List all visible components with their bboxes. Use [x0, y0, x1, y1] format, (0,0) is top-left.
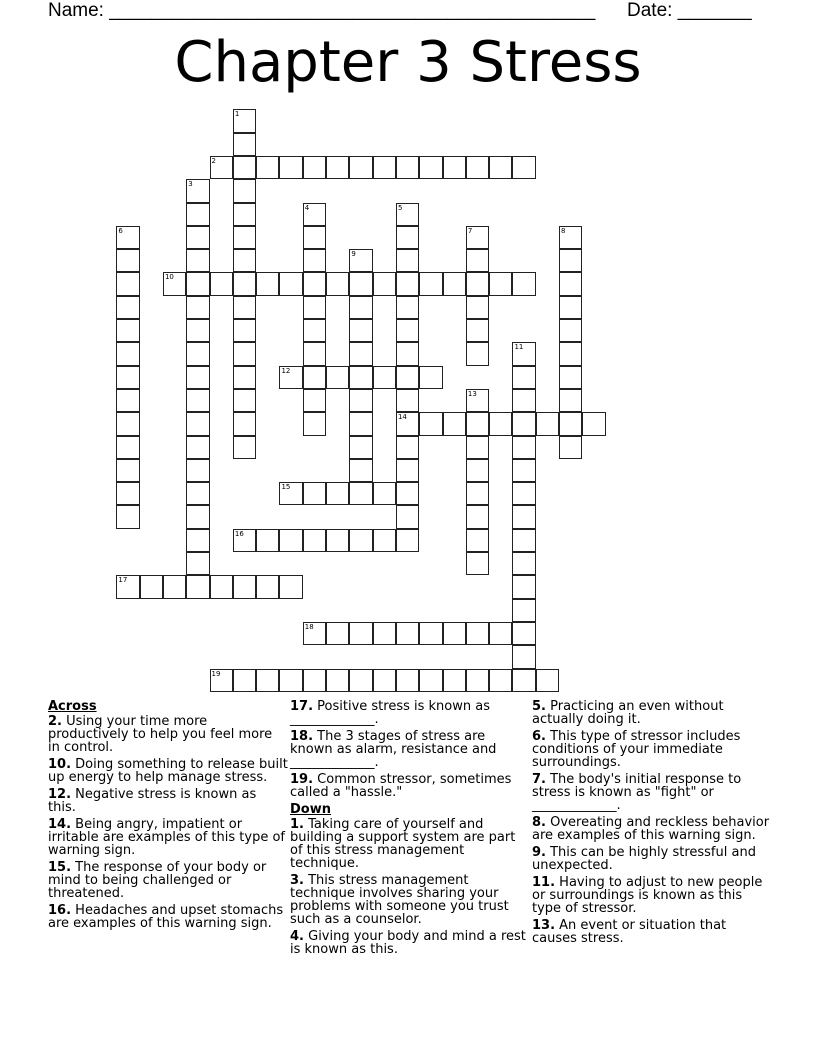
grid-cell[interactable] — [279, 272, 302, 295]
clue-item — [532, 700, 772, 726]
clue-text: Giving your body and mind a rest is known as this. — [290, 929, 526, 957]
grid-cell[interactable] — [466, 226, 489, 249]
grid-cell[interactable] — [116, 366, 139, 389]
grid-cell[interactable] — [396, 342, 419, 365]
grid-cell[interactable] — [116, 226, 139, 249]
clue-item — [532, 816, 772, 842]
clue-number: 3. — [290, 873, 304, 888]
grid-cell[interactable] — [303, 412, 326, 435]
grid-cell[interactable] — [466, 319, 489, 342]
grid-cell[interactable] — [559, 249, 582, 272]
grid-cell[interactable] — [512, 156, 535, 179]
grid-cell[interactable] — [233, 389, 256, 412]
grid-cell[interactable] — [419, 156, 442, 179]
grid-cell[interactable] — [186, 272, 209, 295]
clue-text: An event or situation that causes stress. — [532, 918, 727, 946]
grid-cell[interactable] — [396, 529, 419, 552]
grid-cell[interactable] — [349, 249, 372, 272]
grid-cell[interactable] — [419, 622, 442, 645]
clue-number: 9 — [351, 250, 356, 259]
clue-number: 19. — [290, 772, 314, 787]
grid-cell[interactable] — [396, 436, 419, 459]
grid-cell[interactable] — [326, 272, 349, 295]
grid-cell[interactable] — [303, 482, 326, 505]
clue-number: 17 — [118, 576, 128, 585]
grid-cell[interactable] — [186, 459, 209, 482]
grid-cell[interactable] — [466, 342, 489, 365]
clue-number: 11 — [514, 343, 524, 352]
grid-cell[interactable] — [303, 296, 326, 319]
grid-cell[interactable] — [512, 459, 535, 482]
grid-cell[interactable] — [256, 575, 279, 598]
clue-text: Doing something to release built up energy to help manage stress. — [48, 757, 288, 785]
grid-cell[interactable] — [116, 459, 139, 482]
grid-cell[interactable] — [373, 622, 396, 645]
grid-cell[interactable] — [466, 459, 489, 482]
clue-text: Using your time more productively to help you feel more in control. — [48, 714, 273, 755]
grid-cell[interactable] — [326, 669, 349, 692]
grid-cell[interactable] — [559, 296, 582, 319]
grid-cell[interactable] — [256, 529, 279, 552]
grid-cell[interactable] — [233, 342, 256, 365]
grid-cell[interactable] — [116, 249, 139, 272]
grid-cell[interactable] — [349, 436, 372, 459]
clue-text: Positive stress is known as _____________. — [290, 699, 490, 727]
clue-number: 8 — [561, 226, 566, 235]
clue-item — [290, 874, 530, 926]
grid-cell[interactable] — [233, 203, 256, 226]
clues-column-3 — [532, 700, 772, 949]
clues-column-1 — [48, 700, 288, 934]
grid-cell[interactable] — [559, 412, 582, 435]
grid-cell[interactable] — [326, 366, 349, 389]
grid-cell[interactable] — [443, 412, 466, 435]
grid-cell[interactable] — [233, 319, 256, 342]
grid-cell[interactable] — [210, 575, 233, 598]
grid-cell[interactable] — [303, 389, 326, 412]
clues-column-2 — [290, 700, 530, 960]
grid-cell[interactable] — [116, 412, 139, 435]
grid-cell[interactable] — [512, 436, 535, 459]
grid-cell[interactable] — [303, 249, 326, 272]
clue-number: 4. — [290, 929, 304, 944]
grid-cell[interactable] — [396, 622, 419, 645]
grid-cell[interactable] — [256, 669, 279, 692]
grid-cell[interactable] — [396, 203, 419, 226]
grid-cell[interactable] — [396, 272, 419, 295]
clue-text: Headaches and upset stomachs are examples of this warning sign. — [48, 903, 284, 931]
grid-cell[interactable] — [349, 366, 372, 389]
grid-cell[interactable] — [163, 272, 186, 295]
clue-number: 10. — [48, 757, 72, 772]
grid-cell[interactable] — [489, 412, 512, 435]
clue-number: 7 — [467, 226, 473, 235]
clue-item — [290, 930, 530, 956]
clue-number: 12. — [48, 787, 72, 802]
clue-text: This type of stressor includes conditions of your immediate surroundings. — [532, 729, 741, 770]
grid-cell[interactable] — [512, 622, 535, 645]
grid-cell[interactable] — [186, 366, 209, 389]
clue-number: 17. — [290, 699, 314, 714]
grid-cell[interactable] — [466, 529, 489, 552]
grid-cell[interactable] — [349, 412, 372, 435]
clue-item — [48, 861, 288, 900]
grid-cell[interactable] — [349, 156, 372, 179]
clue-item — [532, 876, 772, 915]
grid-cell[interactable] — [489, 272, 512, 295]
clue-number: 1. — [290, 817, 304, 832]
grid-cell[interactable] — [466, 669, 489, 692]
grid-cell[interactable] — [279, 482, 302, 505]
grid-cell[interactable] — [373, 529, 396, 552]
grid-cell[interactable] — [186, 552, 209, 575]
grid-cell[interactable] — [233, 529, 256, 552]
grid-cell[interactable] — [559, 272, 582, 295]
grid-cell[interactable] — [233, 156, 256, 179]
across-heading: Across — [48, 699, 97, 714]
grid-cell[interactable] — [536, 412, 559, 435]
grid-cell[interactable] — [303, 622, 326, 645]
grid-cell[interactable] — [512, 505, 535, 528]
clue-item — [48, 758, 288, 784]
grid-cell[interactable] — [419, 272, 442, 295]
clue-item — [532, 846, 772, 872]
grid-cell[interactable] — [559, 319, 582, 342]
down-heading: Down — [290, 802, 331, 817]
grid-cell[interactable] — [116, 389, 139, 412]
clue-number: 1 — [234, 110, 240, 119]
grid-cell[interactable] — [396, 249, 419, 272]
grid-cell[interactable] — [140, 575, 163, 598]
grid-cell[interactable] — [559, 389, 582, 412]
grid-cell[interactable] — [559, 366, 582, 389]
clue-number: 14. — [48, 817, 72, 832]
grid-cell[interactable] — [279, 669, 302, 692]
grid-cell[interactable] — [186, 575, 209, 598]
clue-text: Taking care of yourself and building a support system are part of this stress management technique. — [290, 817, 516, 871]
grid-cell[interactable] — [419, 412, 442, 435]
clue-text: Overeating and reckless behavior are examples of this warning sign. — [532, 815, 770, 843]
grid-cell[interactable] — [186, 389, 209, 412]
grid-cell[interactable] — [116, 436, 139, 459]
grid-cell[interactable] — [116, 296, 139, 319]
grid-cell[interactable] — [396, 366, 419, 389]
grid-cell[interactable] — [233, 669, 256, 692]
grid-cell[interactable] — [233, 366, 256, 389]
grid-cell[interactable] — [233, 575, 256, 598]
grid-cell[interactable] — [443, 272, 466, 295]
grid-cell[interactable] — [349, 669, 372, 692]
grid-cell[interactable] — [186, 203, 209, 226]
clue-item — [532, 773, 772, 812]
grid-cell[interactable] — [349, 389, 372, 412]
grid-cell[interactable] — [559, 342, 582, 365]
grid-cell[interactable] — [303, 319, 326, 342]
clue-number: 6. — [532, 729, 546, 744]
clue-number: 19 — [211, 669, 221, 678]
grid-cell[interactable] — [443, 156, 466, 179]
grid-cell[interactable] — [186, 412, 209, 435]
clue-item — [290, 700, 530, 726]
grid-cell[interactable] — [512, 412, 535, 435]
grid-cell[interactable] — [466, 249, 489, 272]
clue-number: 2 — [211, 156, 217, 165]
clue-number: 5 — [397, 203, 403, 212]
grid-cell[interactable] — [233, 272, 256, 295]
clue-number: 11. — [532, 875, 556, 890]
grid-cell[interactable] — [279, 156, 302, 179]
grid-cell[interactable] — [396, 505, 419, 528]
grid-cell[interactable] — [349, 319, 372, 342]
grid-cell[interactable] — [466, 505, 489, 528]
clue-text: Being angry, impatient or irritable are examples of this type of warning sign. — [48, 817, 285, 858]
page-title: Chapter 3 Stress — [174, 30, 642, 95]
grid-cell[interactable] — [303, 226, 326, 249]
grid-cell[interactable] — [186, 505, 209, 528]
clue-item — [290, 730, 530, 769]
grid-cell[interactable] — [233, 179, 256, 202]
grid-cell[interactable] — [116, 575, 139, 598]
clue-number: 13 — [467, 389, 477, 398]
grid-cell[interactable] — [116, 482, 139, 505]
grid-cell[interactable] — [396, 389, 419, 412]
clue-text: The 3 stages of stress are known as alarm, resistance and _____________. — [290, 729, 497, 770]
clue-number: 18 — [304, 622, 314, 631]
grid-cell[interactable] — [186, 179, 209, 202]
grid-cell[interactable] — [373, 669, 396, 692]
grid-cell[interactable] — [186, 529, 209, 552]
grid-cell[interactable] — [233, 109, 256, 132]
grid-cell[interactable] — [466, 156, 489, 179]
clue-item — [48, 715, 288, 754]
grid-cell[interactable] — [256, 156, 279, 179]
grid-cell[interactable] — [466, 622, 489, 645]
grid-cell[interactable] — [443, 669, 466, 692]
clue-number: 10 — [164, 273, 174, 282]
clue-text: The body's initial response to stress is known as "fight" or _____________. — [532, 772, 742, 813]
grid-cell[interactable] — [396, 319, 419, 342]
grid-cell[interactable] — [233, 133, 256, 156]
grid-cell[interactable] — [186, 319, 209, 342]
clue-item — [532, 919, 772, 945]
grid-cell[interactable] — [396, 669, 419, 692]
grid-cell[interactable] — [512, 552, 535, 575]
clue-number: 6 — [118, 226, 123, 235]
grid-cell[interactable] — [396, 156, 419, 179]
grid-cell[interactable] — [303, 366, 326, 389]
grid-cell[interactable] — [256, 272, 279, 295]
grid-cell[interactable] — [233, 249, 256, 272]
grid-cell[interactable] — [466, 436, 489, 459]
grid-cell[interactable] — [186, 249, 209, 272]
grid-cell[interactable] — [536, 669, 559, 692]
grid-cell[interactable] — [116, 272, 139, 295]
grid-cell[interactable] — [373, 482, 396, 505]
grid-cell[interactable] — [233, 226, 256, 249]
grid-cell[interactable] — [210, 272, 233, 295]
grid-cell[interactable] — [466, 389, 489, 412]
clue-item — [290, 773, 530, 799]
clue-text: Negative stress is known as this. — [48, 787, 257, 815]
grid-cell[interactable] — [233, 296, 256, 319]
clue-text: The response of your body or mind to being challenged or threatened. — [48, 860, 267, 901]
grid-cell[interactable] — [349, 622, 372, 645]
grid-cell[interactable] — [349, 296, 372, 319]
grid-cell[interactable] — [303, 272, 326, 295]
grid-cell[interactable] — [279, 366, 302, 389]
clue-item — [48, 788, 288, 814]
grid-cell[interactable] — [373, 366, 396, 389]
grid-cell[interactable] — [512, 599, 535, 622]
grid-cell[interactable] — [210, 156, 233, 179]
grid-cell[interactable] — [466, 482, 489, 505]
clue-number: 14 — [397, 413, 407, 422]
grid-cell[interactable] — [279, 575, 302, 598]
grid-cell[interactable] — [233, 436, 256, 459]
grid-cell[interactable] — [233, 412, 256, 435]
grid-cell[interactable] — [279, 529, 302, 552]
grid-cell[interactable] — [512, 389, 535, 412]
grid-cell[interactable] — [116, 505, 139, 528]
name-field: Name: ______________________________________________ — [48, 0, 596, 21]
date-field: Date: _______ — [627, 0, 752, 21]
clue-number: 15. — [48, 860, 72, 875]
clue-number: 13. — [532, 918, 556, 933]
clue-number: 5. — [532, 699, 546, 714]
grid-cell[interactable] — [512, 342, 535, 365]
grid-cell[interactable] — [559, 226, 582, 249]
grid-cell[interactable] — [396, 412, 419, 435]
grid-cell[interactable] — [512, 669, 535, 692]
clue-number: 16 — [234, 529, 244, 538]
grid-cell[interactable] — [163, 575, 186, 598]
grid-cell[interactable] — [443, 622, 466, 645]
grid-cell[interactable] — [373, 156, 396, 179]
grid-cell[interactable] — [396, 226, 419, 249]
clue-item — [290, 818, 530, 870]
clue-number: 3 — [188, 180, 193, 189]
grid-cell[interactable] — [326, 156, 349, 179]
grid-cell[interactable] — [512, 529, 535, 552]
grid-cell[interactable] — [186, 342, 209, 365]
clue-number: 16. — [48, 903, 72, 918]
grid-cell[interactable] — [326, 482, 349, 505]
grid-cell[interactable] — [303, 529, 326, 552]
grid-cell[interactable] — [186, 436, 209, 459]
grid-cell[interactable] — [326, 529, 349, 552]
clue-number: 9. — [532, 845, 546, 860]
grid-cell[interactable] — [512, 272, 535, 295]
grid-cell[interactable] — [116, 319, 139, 342]
clue-number: 18. — [290, 729, 314, 744]
grid-cell[interactable] — [582, 412, 605, 435]
clue-text: Practicing an even without actually doing it. — [532, 699, 724, 727]
grid-cell[interactable] — [303, 156, 326, 179]
grid-cell[interactable] — [396, 459, 419, 482]
clue-text: Common stressor, sometimes called a "hassle." — [290, 772, 512, 800]
clue-text: Having to adjust to new people or surroundings is known as this type of stressor. — [532, 875, 763, 916]
grid-cell[interactable] — [512, 366, 535, 389]
grid-cell[interactable] — [210, 669, 233, 692]
grid-cell[interactable] — [116, 342, 139, 365]
grid-cell[interactable] — [559, 436, 582, 459]
grid-cell[interactable] — [349, 342, 372, 365]
grid-cell[interactable] — [373, 272, 396, 295]
grid-cell[interactable] — [396, 296, 419, 319]
grid-cell[interactable] — [186, 296, 209, 319]
clue-number: 15 — [281, 483, 291, 492]
grid-cell[interactable] — [466, 412, 489, 435]
clue-number: 8. — [532, 815, 546, 830]
grid-cell[interactable] — [186, 226, 209, 249]
clue-item — [532, 730, 772, 769]
grid-cell[interactable] — [466, 272, 489, 295]
grid-cell[interactable] — [349, 529, 372, 552]
grid-cell[interactable] — [512, 482, 535, 505]
grid-cell[interactable] — [326, 622, 349, 645]
clue-item — [48, 818, 288, 857]
grid-cell[interactable] — [349, 272, 372, 295]
grid-cell[interactable] — [349, 459, 372, 482]
grid-cell[interactable] — [349, 482, 372, 505]
grid-cell[interactable] — [303, 203, 326, 226]
grid-cell[interactable] — [303, 342, 326, 365]
clue-text: This can be highly stressful and unexpected. — [532, 845, 756, 873]
grid-cell[interactable] — [419, 366, 442, 389]
grid-cell[interactable] — [466, 296, 489, 319]
grid-cell[interactable] — [419, 669, 442, 692]
clue-number: 2. — [48, 714, 62, 729]
grid-cell[interactable] — [489, 622, 512, 645]
grid-cell[interactable] — [466, 552, 489, 575]
grid-cell[interactable] — [489, 669, 512, 692]
grid-cell[interactable] — [303, 669, 326, 692]
grid-cell[interactable] — [489, 156, 512, 179]
clue-number: 7. — [532, 772, 546, 787]
grid-cell[interactable] — [512, 575, 535, 598]
clue-item — [48, 904, 288, 930]
grid-cell[interactable] — [512, 645, 535, 668]
grid-cell[interactable] — [186, 482, 209, 505]
grid-cell[interactable] — [396, 482, 419, 505]
clue-number: 12 — [281, 366, 291, 375]
clue-number: 4 — [304, 203, 310, 212]
clue-text: This stress management technique involves sharing your problems with someone you trust such as a counselor. — [290, 873, 509, 927]
